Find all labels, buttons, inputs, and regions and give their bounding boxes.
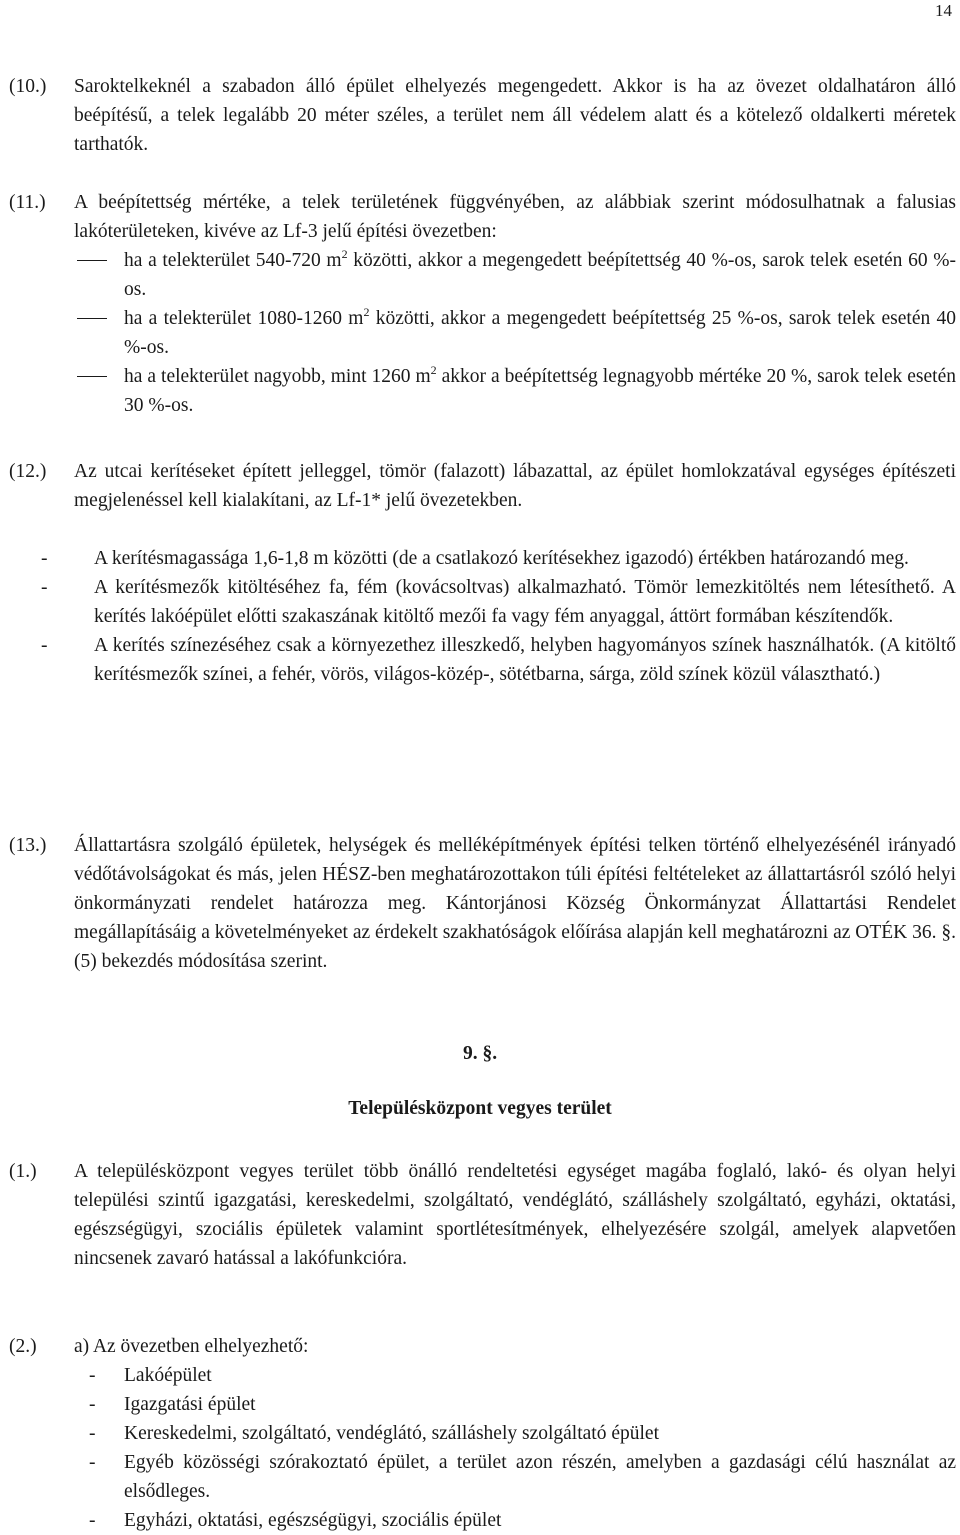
paragraph-number: (12.) <box>9 461 47 482</box>
paragraph-text: Állattartásra szolgáló épületek, helységek és melléképítmények építési telken történő elhelyezésénél irányadó védőtávolságokat és más, jelen HÉSZ-ben meghatározottakon túli építési feltételeket az állattartásról szóló helyi önkormányzati rendelet határozza meg. Kántorjánosi Község Önkormányzat Állattartási Rendelet megállapításáig a követelményeket az érdekelt szakhatóságok előírása alapján kell meghatározni az OTÉK 36. §. (5) bekezdés módosítása szerint. <box>74 835 957 972</box>
section-paragraph-2 <box>9 1332 956 1535</box>
paragraph-text: Saroktelkeknél a szabadon álló épület elhelyezés megengedett. Akkor is ha az övezet oldalhatáron álló beépítésű, a telek legalább 20 méter széles, a terület nem áll védelem alatt és a kötelező oldalkerti méretek tarthatók. <box>74 76 956 155</box>
list-item: ha a telekterület 540-720 $m^2$ közötti, akkor a megengedett beépítettség 40 %-os, sarok telek esetén 60 %-os. <box>74 246 956 304</box>
paragraph-number: (10.) <box>9 76 47 97</box>
hyphen-bullet: - <box>41 577 48 598</box>
dash-bullet <box>77 318 107 319</box>
hyphen-bullet: - <box>89 1423 96 1444</box>
list-item: ha a telekterület nagyobb, mint 1260 $m^2$ akkor a beépítettség legnagyobb mértéke 20 %, sarok telek esetén 30 %-os. <box>74 362 956 420</box>
list-item: - Lakóépület <box>74 1361 956 1390</box>
dash-list <box>74 246 956 420</box>
paragraph-text: A településközpont vegyes terület több önálló rendeltetési egységet magába foglaló, lakó- és olyan helyi települési szintű igazgatási, kereskedelmi, szolgáltató, vendéglátó, szálláshely szolgáltató, egyházi, oktatási, egészségügyi, szociális épületek valamint sportlétesítmények, elhelyezésére szolgál, amelyek alapvetően nincsenek zavaró hatással a lakófunkcióra. <box>74 1161 956 1269</box>
superscript: 2 <box>430 363 437 377</box>
list-item: - Kereskedelmi, szolgáltató, vendéglátó, szálláshely szolgáltató épület <box>74 1419 956 1448</box>
paragraph-12 <box>9 457 956 689</box>
list-item: - Egyházi, oktatási, egészségügyi, szociális épület <box>74 1506 956 1535</box>
paragraph-number: (2.) <box>9 1336 37 1357</box>
section-number: 9. §. <box>462 1043 498 1064</box>
paragraph-10 <box>9 72 956 159</box>
paragraph-number: (13.) <box>9 835 47 856</box>
paragraph-11 <box>9 188 956 420</box>
list-item: - A kerítés színezéséhez csak a környezethez illeszkedő, helyben hagyományos színek használhatók. (A kitöltő kerítésmezők színei, a fehér, vörös, világos-közép-, sötétbarna, sárga, zöld színek közül választható.) <box>24 631 956 689</box>
hyphen-bullet: - <box>89 1510 96 1531</box>
paragraph-text: Az utcai kerítéseket épített jelleggel, tömör (falazott) lábazattal, az épület homlokzatával egységes építészeti megjelenéssel kell kialakítani, az Lf-1* jelű övezetekben. <box>74 461 956 511</box>
paragraph-text: A beépítettség mértéke, a telek területének függvényében, az alábbiak szerint módosulhatnak a falusias lakóterületeken, kivéve az Lf-3 jelű építési övezetben: <box>74 192 956 242</box>
superscript: 2 <box>363 305 370 319</box>
list-item: - Egyéb közösségi szórakoztató épület, a terület azon részén, amelyben a gazdasági célú használat az elsődleges. <box>74 1448 956 1506</box>
page-number: 14 <box>935 1 952 20</box>
hyphen-bullet: - <box>89 1452 96 1473</box>
paragraph-text: a) Az övezetben elhelyezhető: <box>74 1336 309 1357</box>
list-item: - Igazgatási épület <box>74 1390 956 1419</box>
list-item: ha a telekterület 1080-1260 $m^2$ közötti, akkor a megengedett beépítettség 25 %-os, sarok telek esetén 40 %-os. <box>74 304 956 362</box>
paragraph-number: (11.) <box>9 192 46 213</box>
dash-bullet <box>77 376 107 377</box>
dash-bullet <box>77 260 107 261</box>
hyphen-bullet: - <box>89 1394 96 1415</box>
list-item: - A kerítésmezők kitöltéséhez fa, fém (kovácsoltvas) alkalmazható. Tömör lemezkitöltés nem létesíthető. A kerítés lakóépület előtti szakaszának kitöltő mezői fa vagy fém anyaggal, áttört formában készítendők. <box>24 573 956 631</box>
list-item: - A kerítésmagassága 1,6-1,8 m közötti (de a csatlakozó kerítésekhez igazodó) értékben határozandó meg. <box>24 544 956 573</box>
superscript: 2 <box>341 247 348 261</box>
paragraph-13 <box>9 831 956 976</box>
hyphen-bullet: - <box>89 1365 96 1386</box>
hyphen-bullet: - <box>41 548 48 569</box>
section-title: Településközpont vegyes terület <box>348 1098 612 1119</box>
paragraph-number: (1.) <box>9 1161 37 1182</box>
hyphen-bullet: - <box>41 635 48 656</box>
section-paragraph-1 <box>9 1157 956 1273</box>
